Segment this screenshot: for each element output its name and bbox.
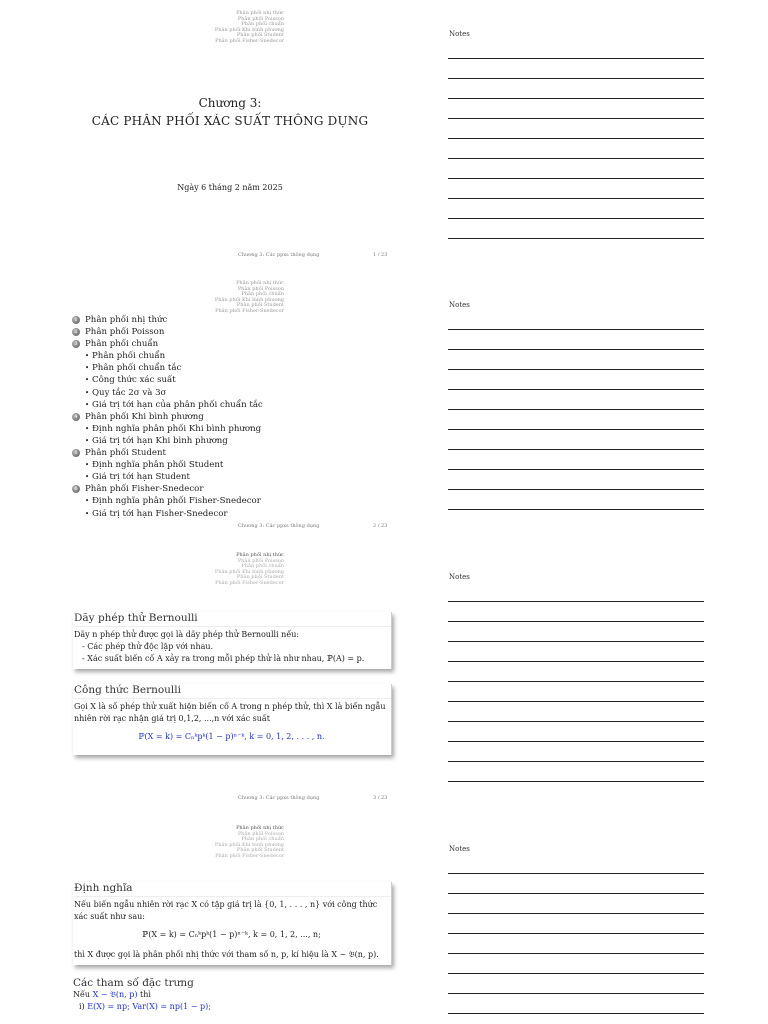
notes-label: Notes	[449, 845, 470, 853]
section-nav	[178, 826, 284, 860]
nav-item[interactable]: Phân phối chuẩn	[241, 291, 284, 298]
section-number-icon: 1	[72, 316, 80, 324]
note-line	[448, 873, 704, 874]
section-number-icon: 6	[72, 485, 80, 493]
slide-1	[60, 0, 400, 265]
toc-section[interactable]	[72, 411, 263, 423]
bullet-icon: •	[85, 400, 90, 409]
footer-title: Chương 3: Các ppxs thông dụng	[238, 795, 320, 801]
nav-item[interactable]: Phân phối Khi bình phương	[214, 568, 284, 575]
definition-block	[73, 612, 392, 669]
block-title: Định nghĩa	[73, 882, 391, 897]
toc-section[interactable]	[72, 447, 263, 459]
toc-section-title: Phân phối nhị thức	[85, 315, 168, 325]
toc-subsection-title: Phân phối chuẩn tắc	[92, 363, 182, 374]
toc-section-title: Phân phối Fisher-Snedecor	[85, 484, 204, 495]
note-line	[448, 238, 704, 239]
note-line	[448, 489, 704, 490]
toc-subsection[interactable]	[72, 459, 263, 471]
block-text: Dãy n phép thử được gọi là dãy phép thử Bernoulli nếu:	[74, 630, 300, 639]
section-title: Các tham số đặc trưng	[73, 977, 194, 989]
note-line	[448, 721, 704, 722]
item-label: i)	[79, 1002, 88, 1011]
note-line	[448, 953, 704, 954]
nav-item[interactable]: Phân phối Fisher-Snedecor	[215, 37, 284, 44]
note-line	[448, 1013, 704, 1014]
page-number: 1 / 23	[373, 252, 388, 258]
notes-panel	[448, 301, 704, 516]
note-line	[448, 58, 704, 59]
nav-item[interactable]: Phân phối Khi bình phương	[214, 841, 284, 848]
section-body	[73, 989, 391, 1013]
bullet-icon: •	[85, 388, 90, 397]
note-line	[448, 913, 704, 914]
nav-item[interactable]: Phân phối Fisher-Snedecor	[215, 307, 284, 314]
parameter-item	[73, 1001, 391, 1013]
bullet-icon: •	[85, 436, 90, 445]
note-line	[448, 198, 704, 199]
nav-item[interactable]: Phân phối Student	[236, 302, 284, 309]
nav-item[interactable]: Phân phối nhị thức	[236, 280, 284, 286]
toc-subsection-title: Định nghĩa phân phối Fisher-Snedecor	[92, 496, 261, 507]
note-line	[448, 449, 704, 450]
toc-section-title: Phân phối Khi bình phương	[85, 411, 204, 422]
nav-item[interactable]: Phân phối Fisher-Snedecor	[215, 579, 284, 586]
slide-2	[60, 280, 400, 536]
toc-section[interactable]	[72, 338, 263, 350]
math-b: X ∼ 𝔅(n, p)	[92, 990, 138, 999]
note-line	[448, 349, 704, 350]
toc-subsection[interactable]	[72, 350, 263, 362]
nav-item[interactable]: Phân phối chuẩn	[241, 836, 284, 843]
block-body	[73, 627, 391, 669]
note-line	[448, 661, 704, 662]
section-number-icon: 5	[72, 449, 80, 457]
note-line	[448, 701, 704, 702]
toc-subsection[interactable]	[72, 399, 263, 411]
toc-subsection-title: Giá trị tới hạn của phân phối chuẩn tắc	[92, 399, 263, 410]
nav-item[interactable]: Phân phối Khi bình phương	[214, 296, 284, 303]
note-line	[448, 118, 704, 119]
nav-item[interactable]: Phân phối Poisson	[237, 557, 284, 564]
notes-panel	[448, 573, 704, 788]
note-line	[448, 641, 704, 642]
formula: ℙ(X = k) = Cₙᵏpᵏ(1 − p)ⁿ⁻ᵏ, k = 0, 1, 2, . . . , n.	[138, 732, 325, 741]
note-line	[448, 601, 704, 602]
toc-section[interactable]	[72, 326, 263, 338]
section-nav	[178, 553, 284, 587]
note-line	[448, 509, 704, 510]
note-line	[448, 781, 704, 782]
note-line	[448, 893, 704, 894]
toc-section-title: Phân phối Student	[85, 448, 166, 459]
footer-title: Chương 3: Các ppxs thông dụng	[238, 523, 320, 529]
condition-list	[74, 641, 389, 665]
section-number-icon: 2	[72, 328, 80, 336]
table-of-contents	[72, 314, 263, 520]
nav-item[interactable]: Phân phối chuẩn	[241, 563, 284, 570]
block-body	[73, 699, 391, 755]
nav-item[interactable]: Phân phối Student	[236, 847, 284, 854]
definition-block	[73, 882, 392, 965]
toc-subsection-title: Công thức xác suất	[92, 375, 176, 386]
toc-subsection[interactable]	[72, 495, 263, 507]
note-line	[448, 138, 704, 139]
toc-subsection-title: Định nghĩa phân phối Student	[92, 460, 224, 471]
toc-section[interactable]	[72, 314, 263, 326]
list-item: - Các phép thử độc lập với nhau.	[82, 641, 389, 653]
section-nav	[178, 11, 284, 45]
toc-subsection[interactable]	[72, 374, 263, 386]
bullet-icon: •	[85, 424, 90, 433]
nav-item[interactable]: Phân phối nhị thức	[236, 825, 284, 831]
block-title: Công thức Bernoulli	[73, 684, 391, 699]
bullet-icon: •	[85, 376, 90, 385]
bullet-icon: •	[85, 473, 90, 482]
note-line	[448, 78, 704, 79]
block-text: thì X được gọi là phân phối nhị thức với tham số n, p, kí hiệu là X ∼ 𝔅(n, p).	[74, 950, 379, 959]
toc-subsection-title: Quy tắc 2σ và 3σ	[92, 387, 167, 398]
note-line	[448, 741, 704, 742]
note-line	[448, 218, 704, 219]
nav-item[interactable]: Phân phối nhị thức	[236, 10, 284, 16]
toc-section-title: Phân phối Poisson	[85, 327, 165, 338]
toc-subsection[interactable]	[72, 508, 263, 520]
section-nav	[178, 281, 284, 315]
note-line	[448, 681, 704, 682]
date: Ngày 6 tháng 2 năm 2025	[177, 183, 283, 192]
note-line	[448, 973, 704, 974]
toc-subsection[interactable]	[72, 387, 263, 399]
note-line	[448, 178, 704, 179]
item-formula: E(X) = np; Var(X) = np(1 − p);	[87, 1002, 211, 1011]
note-line	[448, 761, 704, 762]
parameters-section	[73, 977, 391, 1013]
note-line	[448, 933, 704, 934]
toc-section-title: Phân phối chuẩn	[85, 339, 159, 350]
toc-subsection-title: Giá trị tới hạn Student	[92, 472, 190, 483]
note-line	[448, 329, 704, 330]
toc-subsection-title: Định nghĩa phân phối Khi bình phương	[92, 423, 262, 434]
nav-item[interactable]: Phân phối Poisson	[237, 15, 284, 22]
block-text: Nếu biến ngẫu nhiên rời rạc X có tập giá trị là {0, 1, . . . , n} với công thức xác suất như sau:	[74, 900, 378, 921]
note-line	[448, 158, 704, 159]
nav-item[interactable]: Phân phối Khi bình phương	[214, 26, 284, 33]
nav-item[interactable]: Phân phối chuẩn	[241, 21, 284, 28]
section-number-icon: 4	[72, 413, 80, 421]
page-number: 2 / 23	[373, 523, 388, 529]
chapter-label: Chương 3:	[198, 96, 262, 110]
text-a: Nếu	[73, 990, 93, 999]
slide-3	[60, 552, 400, 808]
note-line	[448, 621, 704, 622]
page-title: CÁC PHÂN PHỐI XÁC SUẤT THÔNG DỤNG	[91, 114, 369, 128]
text-c: thì	[137, 990, 151, 999]
nav-item[interactable]: Phân phối Student	[236, 574, 284, 581]
section-text	[73, 989, 391, 1001]
block-text: Gọi X là số phép thử xuất hiện biến cố A trong n phép thử, thì X là biến ngẫu nhiên rời rạc nhận giá trị 0,1,2, ...,n với xác suất	[74, 702, 386, 723]
toc-subsection-title: Giá trị tới hạn Fisher-Snedecor	[92, 508, 228, 519]
notes-panel	[448, 30, 704, 250]
theorem-block	[73, 684, 392, 755]
nav-item[interactable]: Phân phối Poisson	[237, 285, 284, 292]
toc-subsection[interactable]	[72, 471, 263, 483]
note-line	[448, 409, 704, 410]
bullet-icon: •	[85, 352, 90, 361]
notes-panel	[448, 845, 704, 1024]
bullet-icon: •	[85, 461, 90, 470]
section-number-icon: 3	[72, 340, 80, 348]
note-line	[448, 369, 704, 370]
list-item: - Xác suất biến cố A xảy ra trong mỗi phép thử là như nhau, ℙ(A) = p.	[82, 653, 389, 665]
notes-label: Notes	[449, 301, 470, 309]
nav-item[interactable]: Phân phối Poisson	[237, 830, 284, 837]
note-line	[448, 469, 704, 470]
nav-item[interactable]: Phân phối Fisher-Snedecor	[215, 852, 284, 859]
block-body	[73, 897, 391, 965]
note-line	[448, 429, 704, 430]
toc-section[interactable]	[72, 483, 263, 495]
toc-subsection[interactable]	[72, 435, 263, 447]
note-line	[448, 98, 704, 99]
notes-label: Notes	[449, 30, 470, 38]
toc-subsection[interactable]	[72, 423, 263, 435]
note-line	[448, 993, 704, 994]
footer-title: Chương 3: Các ppxs thông dụng	[238, 252, 320, 258]
block-title: Dãy phép thử Bernoulli	[73, 612, 391, 627]
bullet-icon: •	[85, 497, 90, 506]
nav-item[interactable]: Phân phối nhị thức	[236, 552, 284, 558]
slide-4	[60, 825, 400, 1024]
toc-subsection-title: Phân phối chuẩn	[92, 351, 166, 362]
formula: ℙ(X = k) = Cₙᵏpᵏ(1 − p)ⁿ⁻ᵏ, k = 0, 1, 2, ..., n;	[142, 930, 321, 939]
note-line	[448, 389, 704, 390]
toc-subsection[interactable]	[72, 362, 263, 374]
bullet-icon: •	[85, 509, 90, 518]
toc-subsection-title: Giá trị tới hạn Khi bình phương	[92, 435, 228, 446]
bullet-icon: •	[85, 364, 90, 373]
nav-item[interactable]: Phân phối Student	[236, 32, 284, 39]
notes-label: Notes	[449, 573, 470, 581]
page-number: 3 / 23	[373, 795, 388, 801]
